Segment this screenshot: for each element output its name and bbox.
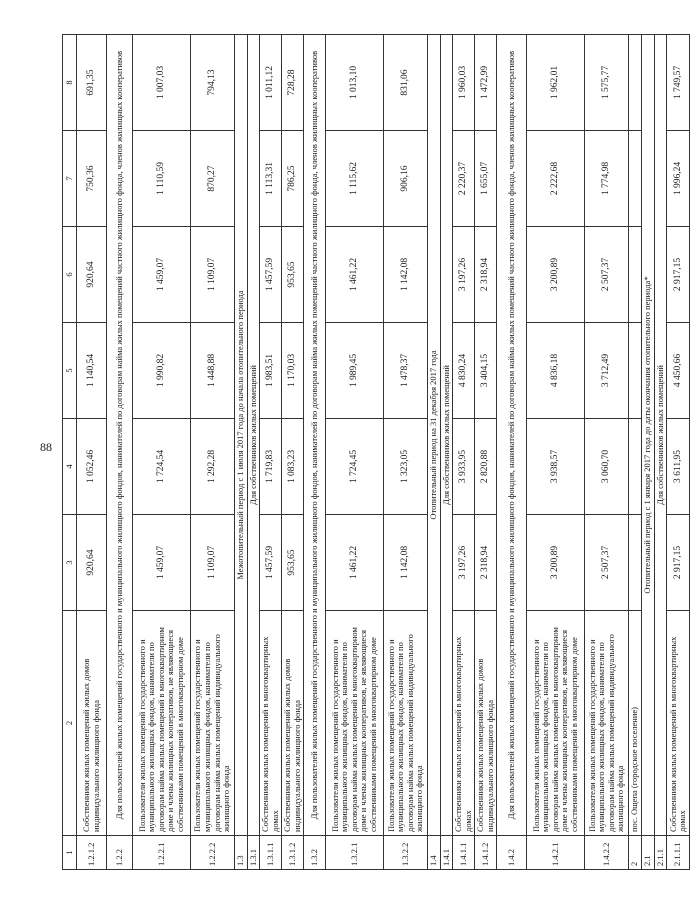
tariff-value: 2 820,88 <box>475 419 497 515</box>
tariff-value: 1 996,24 <box>667 131 690 227</box>
table-row <box>440 35 453 870</box>
row-code: 2.1 <box>642 836 655 870</box>
column-number: 4 <box>63 419 77 515</box>
tariff-value: 920,64 <box>77 227 107 323</box>
row-code: 1.4.2 <box>497 836 527 870</box>
table-row <box>475 35 497 870</box>
tariff-value: 794,13 <box>191 35 235 131</box>
tariff-value: 1 457,59 <box>260 515 282 611</box>
row-label: Пользователи жилых помещений государственного и муниципального жилищных фондов, наниматели по договорам найма жилых помещений в многоквартирном доме и члены жилищных кооперативов, не являющиеся собственниками помещений в многоквартирном доме <box>527 611 585 836</box>
section-heading: Для пользователей жилых помещений государственного и муниципального жилищного фондов, нанимателей по договорам найма жилых помещений частного жилищного фонда, членов жилищных кооперативов <box>107 35 133 836</box>
tariff-value: 920,64 <box>77 515 107 611</box>
table-row <box>77 35 107 870</box>
empty-cell <box>629 131 642 227</box>
tariff-value: 1 461,22 <box>326 515 384 611</box>
empty-cell <box>629 227 642 323</box>
row-code: 1.3.1.2 <box>282 836 304 870</box>
row-code: 1.3.2.2 <box>384 836 428 870</box>
tariff-value: 1 142,08 <box>384 227 428 323</box>
row-label: Пользователи жилых помещений государственного и муниципального жилищных фондов, наниматели по договорам найма жилых помещений в многоквартирном доме и члены жилищных кооперативов, не являющиеся собственниками помещений в многоквартирном доме <box>133 611 191 836</box>
table-row <box>282 35 304 870</box>
tariff-value: 3 060,70 <box>585 419 629 515</box>
table-row <box>585 35 629 870</box>
tariff-value: 3 712,49 <box>585 323 629 419</box>
tariff-value: 1 109,07 <box>191 515 235 611</box>
table-row <box>384 35 428 870</box>
row-code: 1.3.1 <box>247 836 260 870</box>
tariff-value: 953,65 <box>282 227 304 323</box>
tariff-value: 1 083,23 <box>282 419 304 515</box>
empty-cell <box>629 323 642 419</box>
tariff-value: 3 200,89 <box>527 227 585 323</box>
tariff-value: 3 197,26 <box>453 515 475 611</box>
tariff-table <box>62 34 690 870</box>
section-heading: Для собственников жилых помещений <box>440 35 453 836</box>
row-code: 1.4.1.2 <box>475 836 497 870</box>
tariff-value: 1 960,03 <box>453 35 475 131</box>
tariff-value: 2 318,94 <box>475 515 497 611</box>
tariff-value: 1 575,77 <box>585 35 629 131</box>
row-code: 1.4.1.1 <box>453 836 475 870</box>
tariff-value: 691,35 <box>77 35 107 131</box>
tariff-value: 1 140,54 <box>77 323 107 419</box>
row-code: 1.2.2.2 <box>191 836 235 870</box>
tariff-value: 1 323,05 <box>384 419 428 515</box>
row-code: 1.4 <box>428 836 441 870</box>
tariff-value: 2 917,15 <box>667 227 690 323</box>
tariff-value: 3 938,57 <box>527 419 585 515</box>
tariff-value: 1 472,99 <box>475 35 497 131</box>
row-label: Собственники жилых помещений жилых домов индивидуального жилищного фонда <box>77 611 107 836</box>
tariff-value: 1 142,08 <box>384 515 428 611</box>
tariff-value: 3 197,26 <box>453 227 475 323</box>
tariff-value: 953,65 <box>282 515 304 611</box>
tariff-value: 1 719,83 <box>260 419 282 515</box>
tariff-value: 2 507,37 <box>585 227 629 323</box>
tariff-value: 1 655,07 <box>475 131 497 227</box>
table-row <box>497 35 527 870</box>
tariff-value: 728,28 <box>282 35 304 131</box>
empty-cell <box>629 515 642 611</box>
tariff-value: 2 507,37 <box>585 515 629 611</box>
tariff-value: 1 774,98 <box>585 131 629 227</box>
table-row <box>642 35 655 870</box>
tariff-value: 1 448,88 <box>191 323 235 419</box>
column-number-row <box>63 35 77 870</box>
row-label: Пользователи жилых помещений государственного и муниципального жилищных фондов, наниматели по договорам найма жилых помещений индивидуального жилищного фонда <box>191 611 235 836</box>
tariff-value: 1 109,07 <box>191 227 235 323</box>
tariff-value: 1 170,03 <box>282 323 304 419</box>
table-row <box>304 35 326 870</box>
row-code: 1.3.2 <box>304 836 326 870</box>
row-code: 1.3.2.1 <box>326 836 384 870</box>
row-code: 1.4.2.1 <box>527 836 585 870</box>
column-number: 5 <box>63 323 77 419</box>
row-code: 1.2.1.2 <box>77 836 107 870</box>
section-heading: Для собственников жилых помещений <box>654 35 667 836</box>
row-code: 1.3 <box>235 836 248 870</box>
row-code: 1.2.2 <box>107 836 133 870</box>
tariff-value: 1 459,07 <box>133 227 191 323</box>
rotated-table-wrapper <box>62 35 688 870</box>
tariff-value: 1 052,46 <box>77 419 107 515</box>
tariff-value: 1 461,22 <box>326 227 384 323</box>
row-label: Собственники жилых помещений в многоквартирных домах <box>667 611 690 836</box>
tariff-value: 4 836,18 <box>527 323 585 419</box>
tariff-value: 2 917,15 <box>667 515 690 611</box>
table-row <box>428 35 441 870</box>
table-row <box>629 35 642 870</box>
table-row <box>247 35 260 870</box>
tariff-value: 1 749,57 <box>667 35 690 131</box>
column-number: 2 <box>63 611 77 836</box>
table-body <box>63 35 690 870</box>
table-row <box>527 35 585 870</box>
tariff-value: 1 962,01 <box>527 35 585 131</box>
table-row <box>654 35 667 870</box>
row-label: Пользователи жилых помещений государственного и муниципального жилищных фондов, наниматели по договорам найма жилых помещений индивидуального жилищного фонда <box>585 611 629 836</box>
section-heading: Межотопительный период с 1 июля 2017 года до начала отопительного периода <box>235 35 248 836</box>
tariff-value: 1 292,28 <box>191 419 235 515</box>
tariff-value: 1 478,37 <box>384 323 428 419</box>
column-number: 1 <box>63 836 77 870</box>
settlement-name: пос. Ощепа (городское поселение) <box>629 611 642 836</box>
tariff-value: 1 113,31 <box>260 131 282 227</box>
row-code: 1.3.1.1 <box>260 836 282 870</box>
column-number: 7 <box>63 131 77 227</box>
tariff-value: 2 222,68 <box>527 131 585 227</box>
table-row <box>453 35 475 870</box>
section-heading: Отопительный период на 31 декабря 2017 года <box>428 35 441 836</box>
tariff-value: 831,06 <box>384 35 428 131</box>
section-heading: Для пользователей жилых помещений государственного и муниципального жилищного фондов, нанимателей по договорам найма жилых помещений частного жилищного фонда, членов жилищных кооперативов <box>304 35 326 836</box>
table-row <box>107 35 133 870</box>
table-row <box>235 35 248 870</box>
tariff-value: 1 724,45 <box>326 419 384 515</box>
tariff-value: 1 013,10 <box>326 35 384 131</box>
tariff-value: 1 724,54 <box>133 419 191 515</box>
tariff-value: 1 990,82 <box>133 323 191 419</box>
tariff-value: 1 110,59 <box>133 131 191 227</box>
tariff-value: 3 611,95 <box>667 419 690 515</box>
column-number: 3 <box>63 515 77 611</box>
tariff-value: 906,16 <box>384 131 428 227</box>
page-number: 88 <box>40 440 52 454</box>
column-number: 8 <box>63 35 77 131</box>
tariff-value: 1 115,62 <box>326 131 384 227</box>
tariff-value: 1 459,07 <box>133 515 191 611</box>
tariff-value: 4 830,24 <box>453 323 475 419</box>
tariff-value: 1 989,45 <box>326 323 384 419</box>
table-row <box>667 35 690 870</box>
empty-cell <box>629 35 642 131</box>
tariff-value: 1 011,12 <box>260 35 282 131</box>
tariff-value: 2 220,37 <box>453 131 475 227</box>
row-label: Собственники жилых помещений в многоквартирных домах <box>453 611 475 836</box>
table-row <box>326 35 384 870</box>
tariff-value: 3 933,95 <box>453 419 475 515</box>
tariff-value: 1 457,59 <box>260 227 282 323</box>
row-label: Собственники жилых помещений жилых домов индивидуального жилищного фонда <box>475 611 497 836</box>
tariff-value: 3 404,15 <box>475 323 497 419</box>
tariff-value: 1 983,51 <box>260 323 282 419</box>
tariff-value: 2 318,94 <box>475 227 497 323</box>
row-label: Собственники жилых помещений в многоквартирных домах <box>260 611 282 836</box>
section-heading: Для пользователей жилых помещений государственного и муниципального жилищного фондов, нанимателей по договорам найма жилых помещений частного жилищного фонда, членов жилищных кооперативов <box>497 35 527 836</box>
row-code: 2.1.1.1 <box>667 836 690 870</box>
row-code: 2 <box>629 836 642 870</box>
row-label: Пользователи жилых помещений государственного и муниципального жилищных фондов, наниматели по договорам найма жилых помещений в многоквартирном доме и члены жилищных кооперативов, не являющиеся собственниками помещений в многоквартирном доме <box>326 611 384 836</box>
tariff-value: 3 200,89 <box>527 515 585 611</box>
section-heading: Для собственников жилых помещений <box>247 35 260 836</box>
row-code: 1.4.2.2 <box>585 836 629 870</box>
table-row <box>191 35 235 870</box>
tariff-value: 870,27 <box>191 131 235 227</box>
row-code: 1.4.1 <box>440 836 453 870</box>
column-number: 6 <box>63 227 77 323</box>
row-label: Пользователи жилых помещений государственного и муниципального жилищных фондов, наниматели по договорам найма жилых помещений индивидуального жилищного фонда <box>384 611 428 836</box>
section-heading: Отопительный период с 1 января 2017 года до даты окончания отопительного периода* <box>642 35 655 836</box>
table-row <box>133 35 191 870</box>
tariff-value: 1 007,03 <box>133 35 191 131</box>
tariff-value: 750,36 <box>77 131 107 227</box>
tariff-value: 786,25 <box>282 131 304 227</box>
row-code: 1.2.2.1 <box>133 836 191 870</box>
empty-cell <box>629 419 642 515</box>
row-label: Собственники жилых помещений жилых домов индивидуального жилищного фонда <box>282 611 304 836</box>
tariff-value: 4 450,66 <box>667 323 690 419</box>
table-row <box>260 35 282 870</box>
row-code: 2.1.1 <box>654 836 667 870</box>
